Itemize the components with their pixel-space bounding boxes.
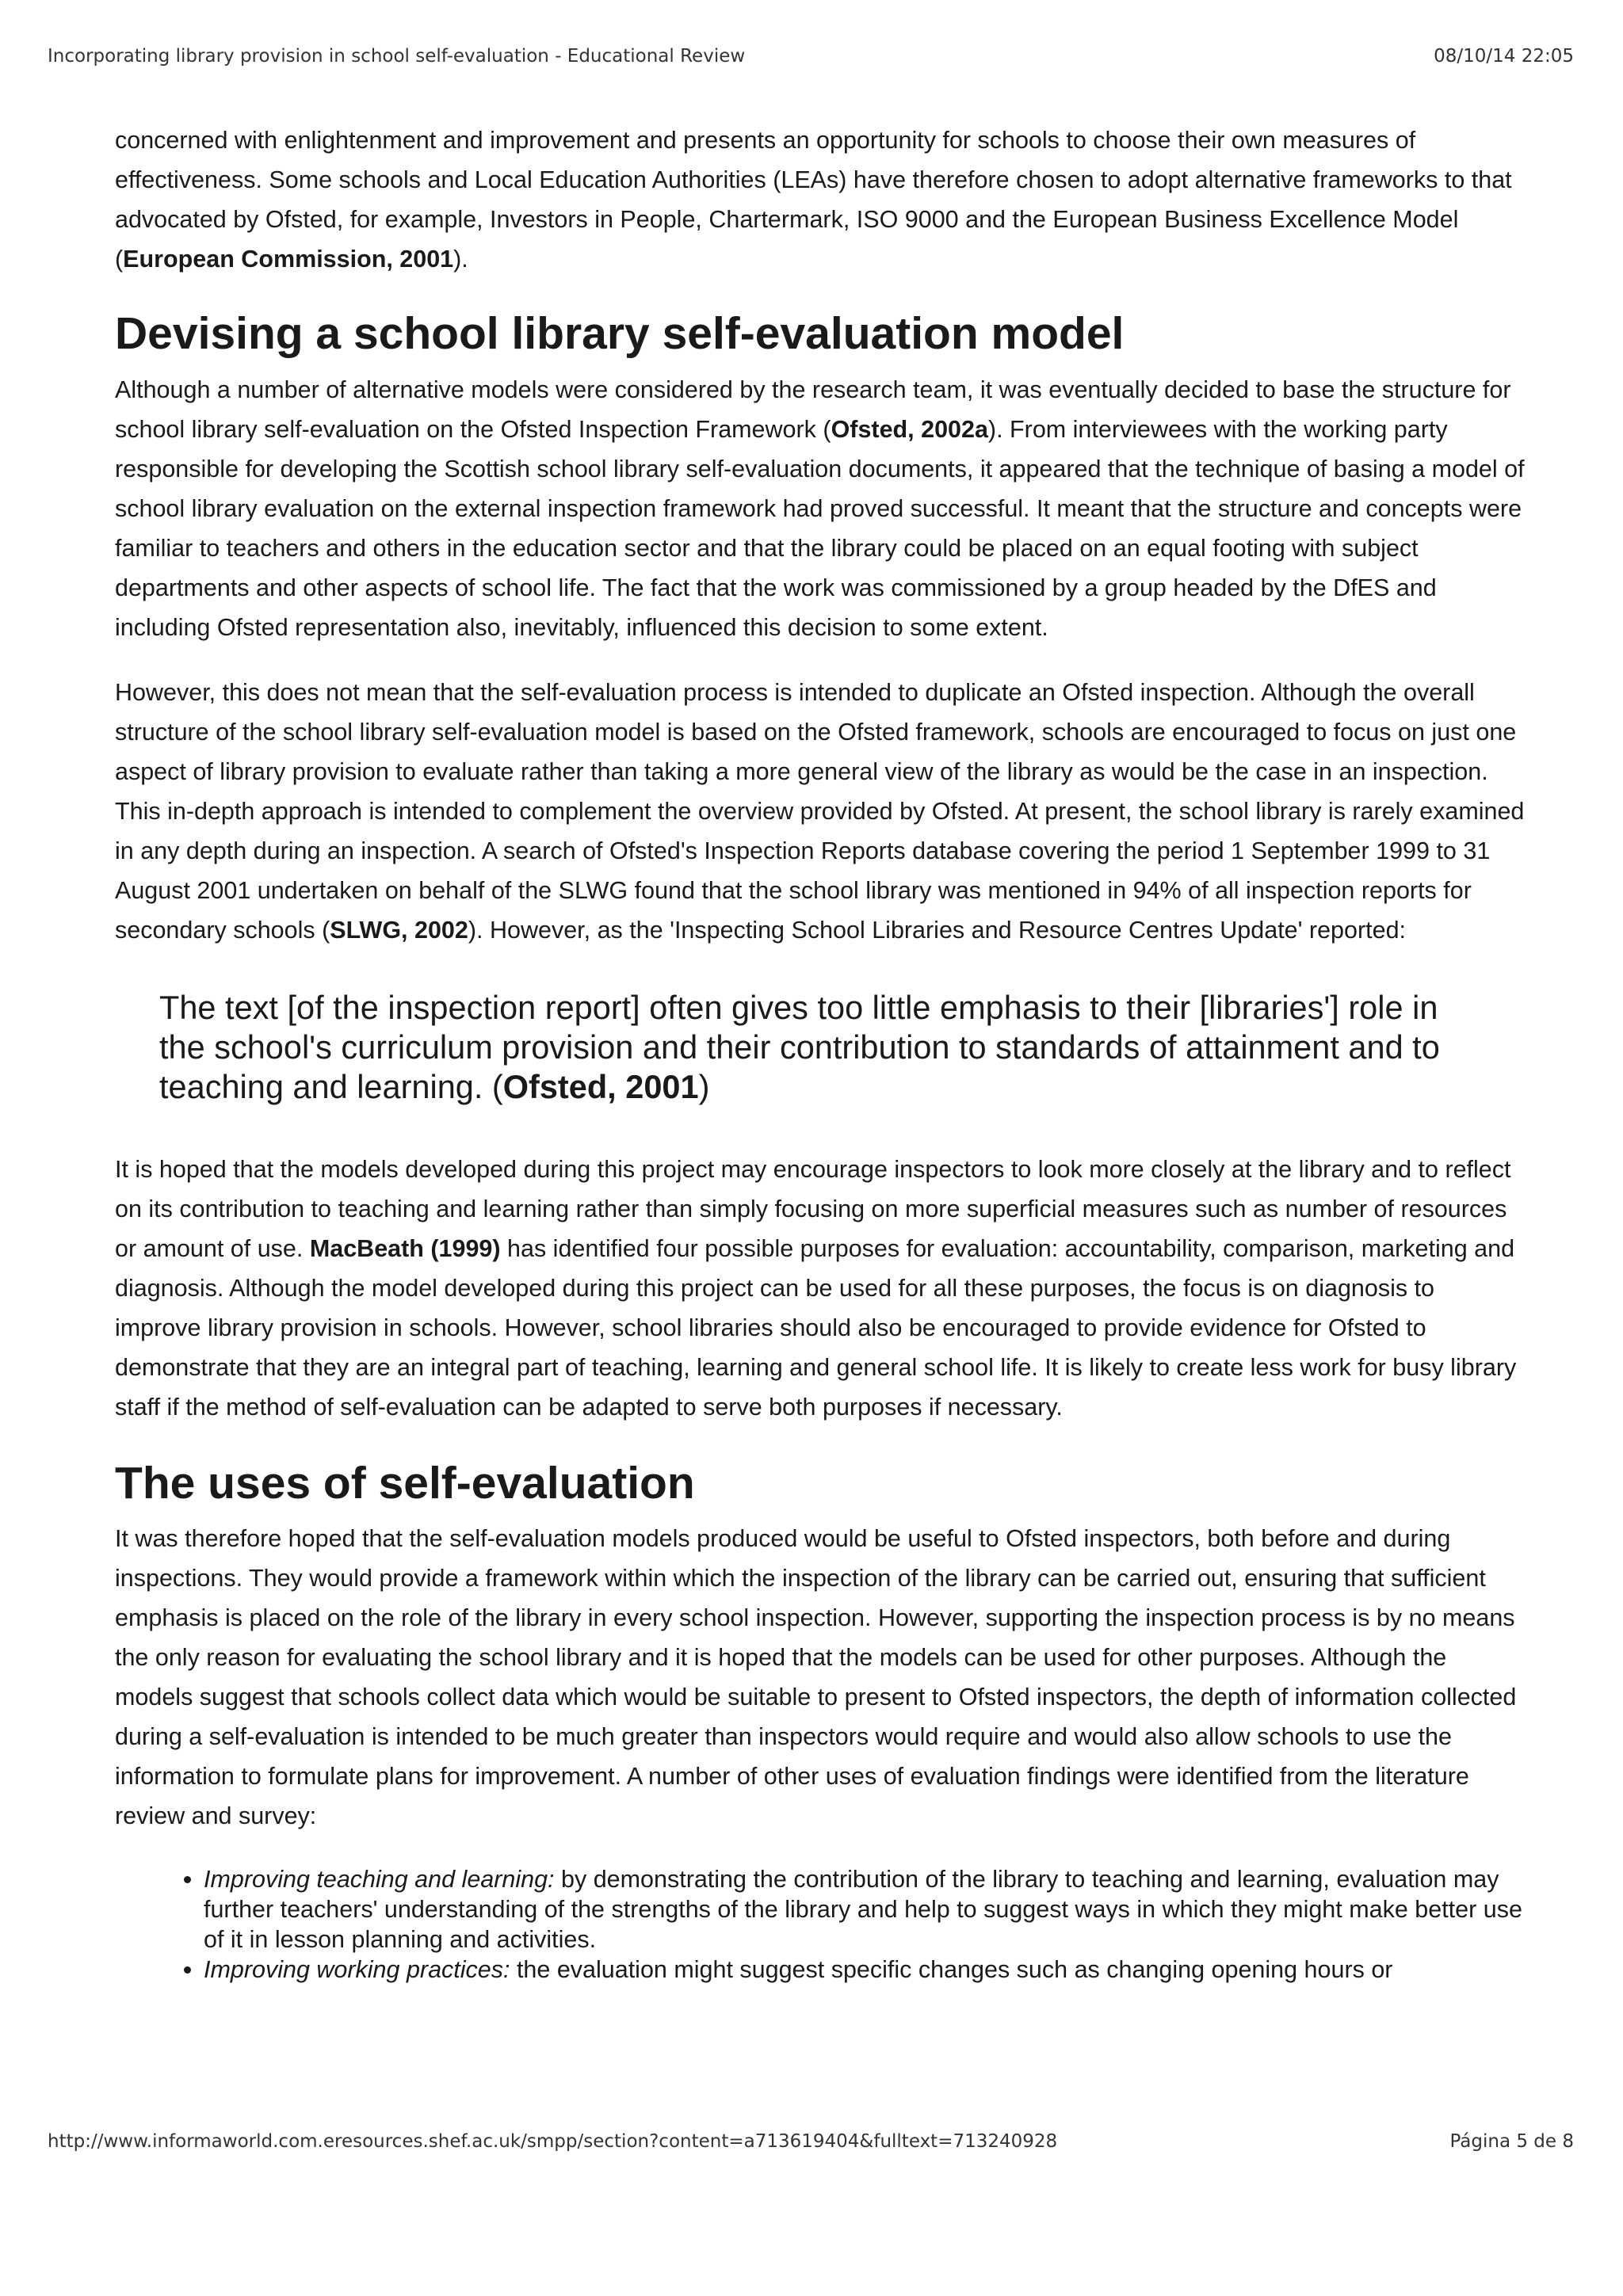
list-item: • Improving teaching and learning: by demonstrating the contribution of the library to teaching and learning, evaluation may further teachers' understanding of the strengths of the library and help to suggest ways in which they might make better use of it in lesson planning and activities. [204, 1864, 1526, 1955]
paragraph-intro: concerned with enlightenment and improvement and presents an opportunity for schools to choose their own measures of effectiveness. Some schools and Local Education Authorities (LEAs) have therefore chosen to adopt alternative frameworks to that advocated by Ofsted, for example, Investors in People, Chartermark, ISO 9000 and the European Business Excellence Model (European Commission, 2001). [115, 127, 1512, 273]
paragraph-devising-3: It is hoped that the models developed during this project may encourage inspectors to look more closely at the library and to reflect on its contribution to teaching and learning rather than simply focusing on more superficial measures such as number of resources or amount of use. MacBeath (1999) has identified four possible purposes for evaluation: accountability, comparison, marketing and diagnosis. Although the model developed during this project can be used for all these purposes, the focus is on diagnosis to improve library provision in schools. However, school libraries should also be encouraged to provide evidence for Ofsted to demonstrate that they are an integral part of teaching, learning and general school life. It is likely to create less work for busy library staff if the method of self-evaluation can be adapted to serve both purposes if necessary. [115, 1155, 1517, 1421]
citation-link[interactable]: Ofsted, 2002a [831, 415, 988, 443]
document-title: Incorporating library provision in school self-evaluation - Educational Review [48, 46, 746, 67]
section-heading-uses: The uses of self-evaluation [115, 1457, 695, 1508]
paragraph-devising-1: Although a number of alternative models were considered by the research team, it was eventually decided to base the structure for school library self-evaluation on the Ofsted Inspection Framework (Ofsted, 2002a). From interviewees with the working party responsible for developing the Scottish school library self-evaluation documents, it appeared that the technique of basing a model of school library evaluation on the external inspection framework had proved successful. It meant that the structure and concepts were familiar to teachers and others in the education sector and that the library could be placed on an equal footing with subject departments and other aspects of school life. The fact that the work was commissioned by a group headed by the DfES and including Ofsted representation also, inevitably, influenced this decision to some extent. [115, 376, 1525, 641]
section-heading-devising: Devising a school library self-evaluation model [115, 308, 1125, 359]
paragraph-devising-2: However, this does not mean that the self-evaluation process is intended to duplicate an Ofsted inspection. Although the overall structure of the school library self-evaluation model is based on the Ofsted framework, schools are encouraged to focus on just one aspect of library provision to evaluate rather than taking a more general view of the library as would be the case in an inspection. This in-depth approach is intended to complement the overview provided by Ofsted. At present, the school library is rarely examined in any depth during an inspection. A search of Ofsted's Inspection Reports database covering the period 1 September 1999 to 31 August 2001 undertaken on behalf of the SLWG found that the school library was mentioned in 94% of all inspection reports for secondary schools (SLWG, 2002). However, as the 'Inspecting School Libraries and Resource Centres Update' reported: [115, 678, 1525, 944]
citation-link[interactable]: SLWG, 2002 [330, 916, 468, 944]
uses-list [115, 1864, 1526, 1985]
list-item: • Improving working practices: the evaluation might suggest specific changes such as changing opening hours or [204, 1955, 1526, 1985]
citation-link[interactable]: Ofsted, 2001 [502, 1067, 699, 1105]
block-quote: The text [of the inspection report] often gives too little emphasis to their [libraries'] role in the school's curriculum provision and their contribution to standards of attainment and to teaching and learning. (Ofsted, 2001) [159, 988, 1440, 1105]
page-number: Página 5 de 8 [1449, 2131, 1574, 2152]
print-footer [48, 2131, 1574, 2152]
print-header [48, 46, 1574, 67]
citation-link[interactable]: MacBeath (1999) [309, 1234, 501, 1262]
paragraph-uses-1: It was therefore hoped that the self-evaluation models produced would be useful to Ofsted inspectors, both before and during inspections. They would provide a framework within which the inspection of the library can be carried out, ensuring that sufficient emphasis is placed on the role of the library in every school inspection. However, supporting the inspection process is by no means the only reason for evaluating the school library and it is hoped that the models can be used for other purposes. Although the models suggest that schools collect data which would be suitable to present to Ofsted inspectors, the depth of information collected during a self-evaluation is intended to be much greater than inspectors would require and would also allow schools to use the information to formulate plans for improvement. A number of other uses of evaluation findings were identified from the literature review and survey: [115, 1525, 1517, 1830]
print-datetime: 08/10/14 22:05 [1434, 46, 1574, 67]
article-content [115, 120, 1526, 1985]
page-url: http://www.informaworld.com.eresources.shef.ac.uk/smpp/section?content=a713619404&fulltext=713240928 [48, 2131, 1058, 2152]
citation-link[interactable]: European Commission, 2001 [123, 246, 454, 273]
